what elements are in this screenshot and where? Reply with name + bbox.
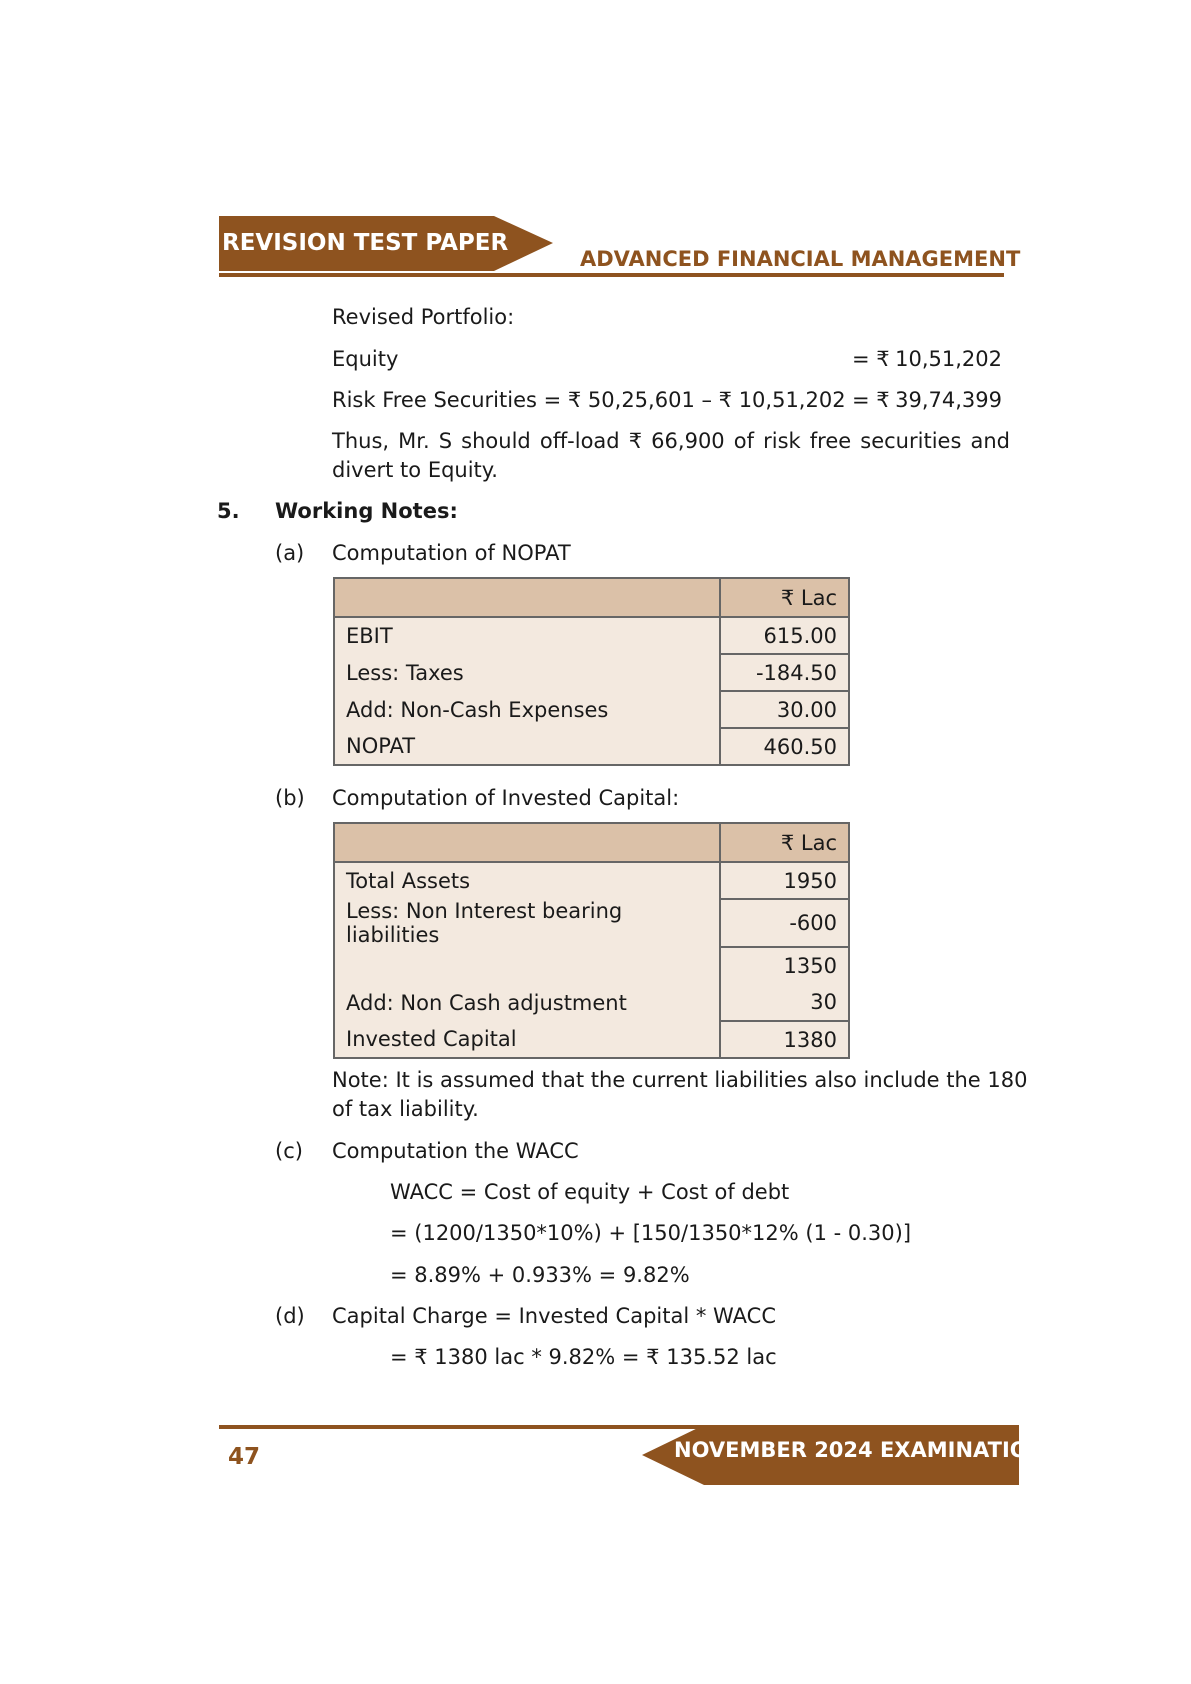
header-title: ADVANCED FINANCIAL MANAGEMENT [580, 247, 1021, 271]
unit-label: ₹ Lac [720, 578, 849, 617]
wacc-formula: WACC = Cost of equity + Cost of debt [390, 1180, 790, 1204]
header-tab-label: REVISION TEST PAPER [222, 230, 509, 256]
table-header-row [334, 823, 849, 862]
table-row [334, 617, 849, 654]
nopat-table [333, 577, 850, 766]
wacc-substitution: = (1200/1350*10%) + [150/1350*12% (1 - 0.30)] [390, 1221, 912, 1245]
table-row [334, 862, 849, 899]
table-header-row [334, 578, 849, 617]
table-row [334, 728, 849, 765]
part-c-title: Computation the WACC [332, 1139, 579, 1163]
header-blank [334, 823, 720, 862]
header-blank [334, 578, 720, 617]
unit-label: ₹ Lac [720, 823, 849, 862]
table-row [334, 654, 849, 691]
row-value: -600 [720, 899, 849, 947]
row-value: 1950 [720, 862, 849, 899]
part-b-title: Computation of Invested Capital: [332, 786, 680, 810]
part-c-marker: (c) [275, 1139, 303, 1163]
row-value: 1380 [720, 1021, 849, 1058]
footer-exam-label: NOVEMBER 2024 EXAMINATION [674, 1438, 1046, 1462]
rfs-eq: = ₹ [852, 388, 890, 412]
equity-eq: = ₹ [852, 347, 890, 371]
invested-capital-table [333, 822, 850, 1059]
wacc-result: = 8.89% + 0.933% = 9.82% [390, 1263, 690, 1287]
rfs-label: Risk Free Securities = ₹ 50,25,601 – ₹ 10,51,202 [332, 388, 846, 412]
row-value: -184.50 [720, 654, 849, 691]
row-value: 30.00 [720, 691, 849, 728]
equity-value: 10,51,202 [895, 347, 1002, 371]
part-a-marker: (a) [275, 541, 305, 565]
header-rule [219, 273, 1004, 277]
part-d-marker: (d) [275, 1304, 305, 1328]
row-label: Total Assets [334, 862, 720, 899]
row-label: Less: Taxes [334, 654, 720, 691]
table-row [334, 947, 849, 984]
note-line-1: Note: It is assumed that the current liabilities also include the 180 [332, 1068, 1028, 1092]
note-line-2: of tax liability. [332, 1097, 479, 1121]
part-a-title: Computation of NOPAT [332, 541, 571, 565]
table-row [334, 899, 849, 947]
row-value: 460.50 [720, 728, 849, 765]
section-title: Working Notes: [275, 499, 458, 523]
row-label: Invested Capital [334, 1021, 720, 1058]
conclusion-line-1: Thus, Mr. S should off-load ₹ 66,900 of risk free securities and [332, 429, 1010, 453]
row-label: Add: Non Cash adjustment [334, 984, 720, 1021]
table-row [334, 691, 849, 728]
part-d-title: Capital Charge = Invested Capital * WACC [332, 1304, 776, 1328]
row-label: Add: Non-Cash Expenses [334, 691, 720, 728]
row-label: Less: Non Interest bearing liabilities [334, 899, 720, 947]
table-row [334, 1021, 849, 1058]
row-label [334, 947, 720, 984]
row-label: NOPAT [334, 728, 720, 765]
row-label: EBIT [334, 617, 720, 654]
section-number: 5. [217, 499, 240, 523]
part-b-marker: (b) [275, 786, 305, 810]
conclusion-line-2: divert to Equity. [332, 458, 498, 482]
row-value: 615.00 [720, 617, 849, 654]
row-value: 1350 [720, 947, 849, 984]
rfs-value: 39,74,399 [895, 388, 1002, 412]
equity-label: Equity [332, 347, 399, 371]
portfolio-heading: Revised Portfolio: [332, 305, 515, 329]
page-number: 47 [228, 1444, 261, 1470]
table-row [334, 984, 849, 1021]
row-value: 30 [720, 984, 849, 1021]
capital-charge-result: = ₹ 1380 lac * 9.82% = ₹ 135.52 lac [390, 1345, 777, 1369]
